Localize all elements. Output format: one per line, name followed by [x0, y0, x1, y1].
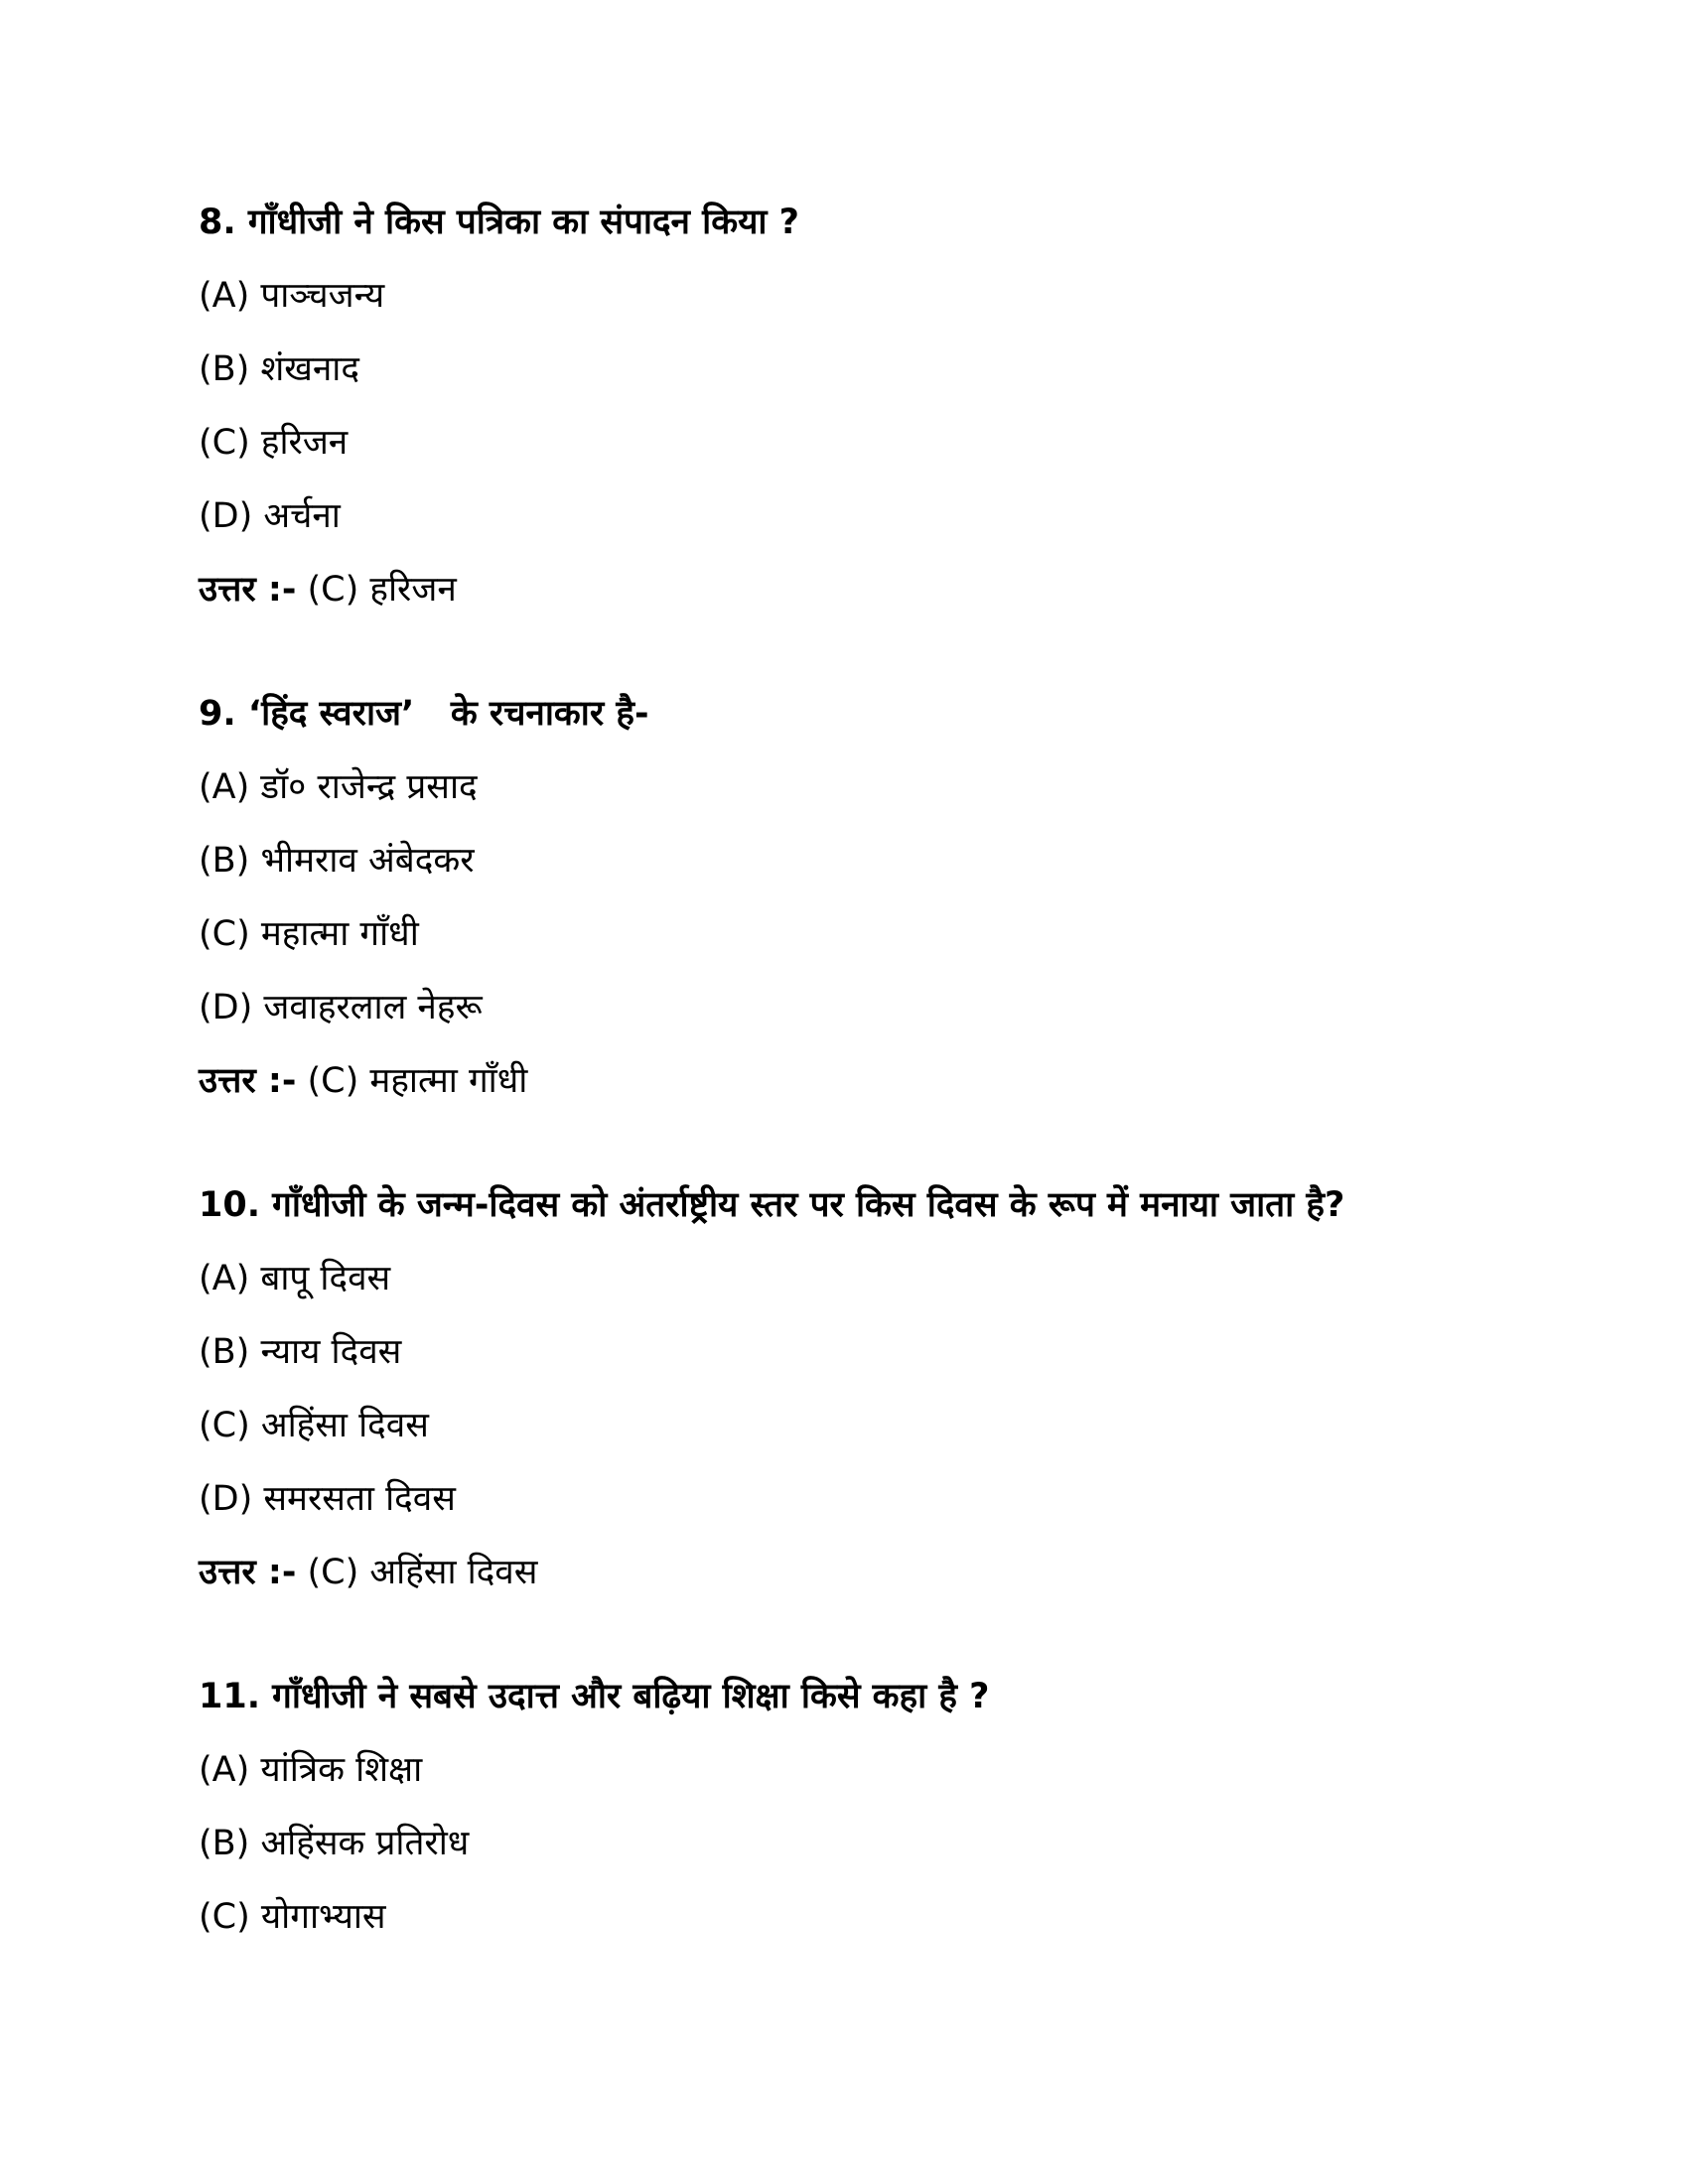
- answer-line: [199, 566, 1589, 614]
- question-title: 11. गाँधीजी ने सबसे उदात्त और बढ़िया शिक्षा किसे कहा है ?: [199, 1677, 990, 1716]
- answer-value: (C) हरिजन: [307, 570, 457, 610]
- option-d: (D) जवाहरलाल नेहरू: [199, 988, 483, 1027]
- answer-value: (C) अहिंसा दिवस: [307, 1553, 538, 1592]
- option-b: (B) न्याय दिवस: [199, 1332, 402, 1372]
- answer-line: [199, 1057, 1589, 1105]
- answer-value: (C) महात्मा गाँधी: [307, 1061, 528, 1101]
- question-8: [199, 199, 1589, 614]
- option-d: (D) अर्चना: [199, 496, 341, 536]
- question-title: 9. ‘हिंद स्वराज’ के रचनाकार है-: [199, 694, 649, 734]
- option-d: (D) समरसता दिवस: [199, 1479, 456, 1519]
- option-a: (A) पाञ्चजन्य: [199, 276, 385, 316]
- answer-line: [199, 1549, 1589, 1596]
- question-9: [199, 690, 1589, 1105]
- option-a: (A) बापू दिवस: [199, 1259, 391, 1298]
- option-a: (A) यांत्रिक शिक्षा: [199, 1750, 423, 1790]
- option-c: (C) योगाभ्यास: [199, 1897, 386, 1937]
- option-b: (B) अहिंसक प्रतिरोध: [199, 1824, 470, 1863]
- answer-label: उत्तर :-: [199, 1061, 297, 1101]
- question-10: [199, 1181, 1589, 1596]
- option-c: (C) अहिंसा दिवस: [199, 1406, 429, 1445]
- answer-label: उत्तर :-: [199, 1553, 297, 1592]
- option-b: (B) भीमराव अंबेदकर: [199, 841, 475, 881]
- question-title: 10. गाँधीजी के जन्म-दिवस को अंतर्राष्ट्रीय स्तर पर किस दिवस के रूप में मनाया जाता है?: [199, 1185, 1345, 1225]
- option-c: (C) महात्मा गाँधी: [199, 914, 419, 954]
- option-b: (B) शंखनाद: [199, 349, 359, 389]
- question-11: [199, 1673, 1589, 1941]
- option-a: (A) डॉ० राजेन्द्र प्रसाद: [199, 767, 478, 807]
- option-c: (C) हरिजन: [199, 423, 349, 463]
- question-title: 8. गाँधीजी ने किस पत्रिका का संपादन किया ?: [199, 203, 799, 242]
- answer-label: उत्तर :-: [199, 570, 297, 610]
